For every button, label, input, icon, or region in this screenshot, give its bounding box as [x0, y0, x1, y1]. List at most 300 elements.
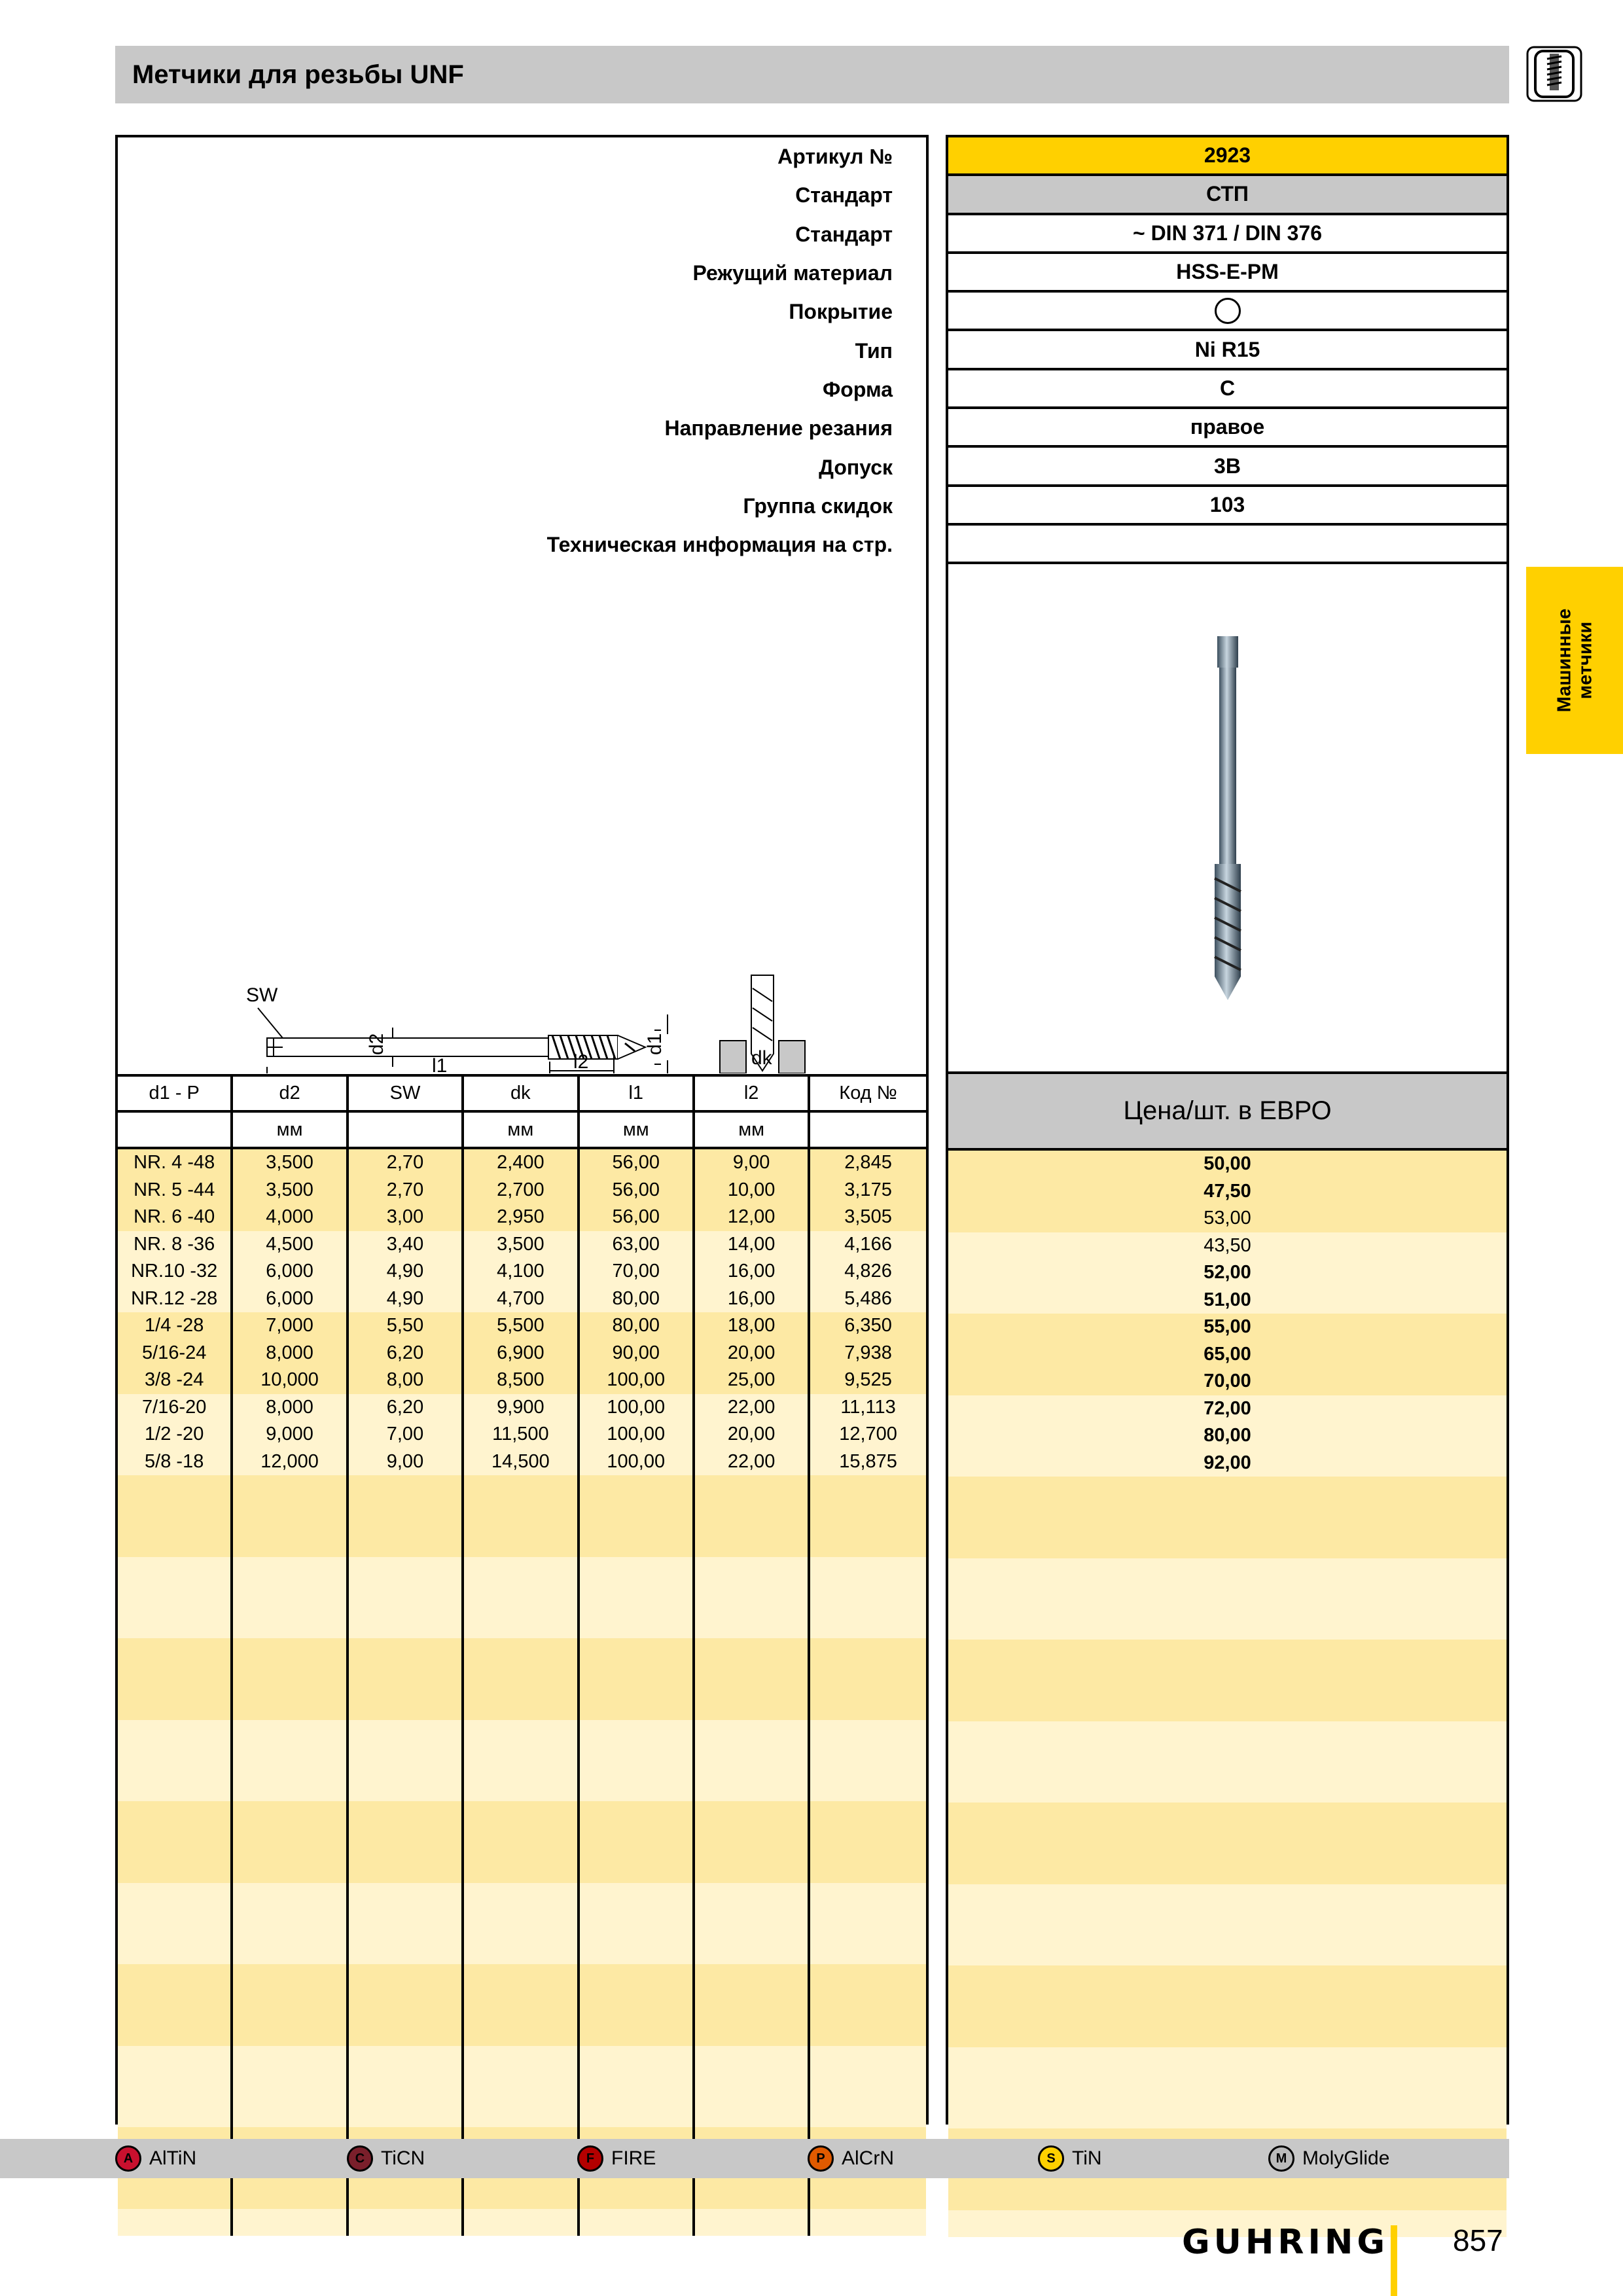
table-cell: 3,500 [233, 1177, 348, 1204]
table-cell [233, 1611, 348, 1639]
coating-fire-icon: F [577, 2145, 603, 2172]
table-cell [464, 2046, 579, 2073]
diagram-label-l1: l1 [432, 1055, 448, 1073]
column-header: dk [464, 1077, 579, 1110]
price-value [948, 1585, 1507, 1613]
table-cell [810, 1747, 925, 1774]
legend-item-molyglide [1268, 2142, 1389, 2176]
table-cell: 15,875 [839, 1450, 897, 1472]
price-value: 47,50 [948, 1178, 1507, 1206]
legend-item-altin [115, 2142, 196, 2176]
table-cell [580, 1557, 695, 1585]
column-unit [118, 1113, 233, 1147]
price-value [948, 2047, 1507, 2075]
table-cell [349, 1475, 464, 1503]
column-header: l2 [695, 1077, 810, 1110]
tap-dimension-diagram [118, 884, 926, 1073]
footer-accent-line [1391, 2225, 1397, 2296]
table-cell [464, 1883, 579, 1910]
table-cell: NR. 8 -36 [118, 1231, 233, 1259]
table-cell [118, 1611, 233, 1639]
table-cell [580, 1720, 695, 1748]
table-cell: 2,700 [464, 1177, 579, 1204]
table-row [118, 2209, 926, 2236]
table-cell: 14,00 [695, 1231, 810, 1259]
table-cell [118, 2209, 233, 2236]
coating-ticn-icon: C [347, 2145, 373, 2172]
table-cell: 56,00 [580, 1149, 695, 1177]
table-cell [580, 2209, 695, 2236]
table-cell [464, 1774, 579, 1802]
table-cell: 18,00 [695, 1312, 810, 1340]
table-cell [580, 1829, 695, 1856]
property-label: Форма [822, 377, 893, 401]
table-cell: 10,000 [233, 1367, 348, 1394]
property-label: Стандарт [795, 183, 893, 207]
table-cell [580, 1611, 695, 1639]
price-value [948, 2020, 1507, 2047]
table-cell: 7,00 [349, 1421, 464, 1448]
diagram-label-sw: SW [246, 984, 278, 1006]
table-cell [118, 1638, 233, 1666]
table-cell [580, 1774, 695, 1802]
table-row [118, 1285, 926, 1313]
price-value: 43,50 [948, 1232, 1507, 1260]
table-cell [810, 1611, 925, 1639]
table-cell [695, 1964, 810, 1992]
column-unit: мм [464, 1113, 579, 1147]
table-cell [118, 1774, 233, 1802]
table-cell [464, 1856, 579, 1883]
table-cell [580, 1747, 695, 1774]
table-cell [349, 1530, 464, 1557]
tap-image [1202, 636, 1254, 1003]
diagram-label-d1: d1 [644, 1033, 666, 1055]
table-row [118, 2046, 926, 2073]
uncoated-circle-icon [1215, 298, 1241, 324]
table-cell [695, 1557, 810, 1585]
table-cell [349, 2046, 464, 2073]
column-header: d2 [233, 1077, 348, 1110]
legend-label: AlCrN [842, 2147, 894, 2169]
table-row [118, 1258, 926, 1285]
dimension-table [118, 1074, 926, 2236]
table-row [118, 1992, 926, 2019]
table-cell [464, 1747, 579, 1774]
legend-label: TiN [1072, 2147, 1102, 2169]
price-value [948, 2074, 1507, 2102]
table-cell: 80,00 [580, 1312, 695, 1340]
table-cell: 4,166 [844, 1233, 892, 1255]
table-cell [233, 1584, 348, 1611]
table-cell [580, 1937, 695, 1965]
table-cell [580, 1666, 695, 1693]
property-value [948, 293, 1507, 331]
table-cell: 3,505 [844, 1206, 892, 1228]
table-cell [349, 2181, 464, 2209]
table-cell [464, 2181, 579, 2209]
property-label: Режущий материал [692, 261, 893, 285]
table-cell [695, 1774, 810, 1802]
table-cell [464, 2209, 579, 2236]
table-cell: 100,00 [580, 1394, 695, 1422]
price-value [948, 1477, 1507, 1504]
table-cell: NR. 5 -44 [118, 1177, 233, 1204]
table-row [118, 1666, 926, 1693]
price-value [948, 1830, 1507, 1857]
table-cell [580, 1475, 695, 1503]
table-row [118, 1584, 926, 1611]
table-cell [233, 1937, 348, 1965]
table-cell [233, 1666, 348, 1693]
table-cell: 5,486 [844, 1287, 892, 1309]
legend-label: TiCN [381, 2147, 425, 2169]
table-cell [810, 1530, 925, 1557]
table-cell [695, 2181, 810, 2209]
table-cell [349, 2100, 464, 2128]
table-row [118, 2073, 926, 2100]
table-cell [233, 1964, 348, 1992]
diagram-label-dk: dk [751, 1047, 772, 1069]
table-cell [118, 1693, 233, 1720]
table-cell: NR. 6 -40 [118, 1204, 233, 1231]
table-cell: 7/16-20 [118, 1394, 233, 1422]
column-header: l1 [580, 1077, 695, 1110]
price-value: 51,00 [948, 1287, 1507, 1314]
price-value [948, 1613, 1507, 1640]
price-value [948, 1911, 1507, 1939]
table-cell: 6,900 [464, 1340, 579, 1367]
table-cell [695, 1638, 810, 1666]
price-value [948, 1776, 1507, 1803]
price-value [948, 1558, 1507, 1586]
table-cell [580, 1883, 695, 1910]
tap-photo [948, 567, 1507, 1074]
table-cell: 2,845 [844, 1152, 892, 1174]
property-label: Покрытие [789, 300, 893, 324]
table-cell: 9,000 [233, 1421, 348, 1448]
table-row [118, 2018, 926, 2046]
table-cell [695, 1666, 810, 1693]
table-cell [580, 2046, 695, 2073]
table-row [118, 1638, 926, 1666]
article-panel [946, 135, 1509, 2125]
price-value [948, 1965, 1507, 1993]
price-value [948, 1748, 1507, 1776]
table-cell [349, 1910, 464, 1937]
table-cell [118, 2018, 233, 2046]
table-cell [349, 1747, 464, 1774]
table-cell [464, 1666, 579, 1693]
table-cell: 4,000 [233, 1204, 348, 1231]
legend-label: MolyGlide [1302, 2147, 1390, 2169]
table-cell [464, 1937, 579, 1965]
price-value [948, 2102, 1507, 2129]
table-cell [810, 1937, 925, 1965]
table-cell [695, 2073, 810, 2100]
table-cell [118, 1503, 233, 1530]
table-cell [695, 1747, 810, 1774]
column-header: SW [349, 1077, 464, 1110]
price-value: 50,00 [948, 1151, 1507, 1178]
table-cell [695, 1856, 810, 1883]
table-cell [118, 1992, 233, 2019]
legend-item-ticn [347, 2142, 425, 2176]
table-cell [695, 1584, 810, 1611]
table-cell: 8,00 [349, 1367, 464, 1394]
table-cell: 4,100 [464, 1258, 579, 1285]
property-label: Направление резания [664, 416, 893, 440]
table-cell [233, 1992, 348, 2019]
table-cell [233, 1557, 348, 1585]
table-cell [233, 1530, 348, 1557]
table-cell [464, 1801, 579, 1829]
table-cell: 20,00 [695, 1340, 810, 1367]
price-value [948, 1504, 1507, 1532]
table-cell [464, 1611, 579, 1639]
table-cell: 5,50 [349, 1312, 464, 1340]
table-cell: 11,500 [464, 1421, 579, 1448]
table-cell [118, 1910, 233, 1937]
table-cell [118, 2073, 233, 2100]
table-cell: 2,70 [349, 1177, 464, 1204]
table-cell [810, 1638, 925, 1666]
diagram-label-l2: l2 [573, 1051, 589, 1073]
table-cell [580, 1503, 695, 1530]
table-row [118, 1801, 926, 1829]
table-cell: 8,000 [233, 1394, 348, 1422]
table-cell [118, 1666, 233, 1693]
table-cell [695, 1829, 810, 1856]
price-value [948, 1640, 1507, 1667]
table-cell [695, 1475, 810, 1503]
table-row [118, 1611, 926, 1639]
table-cell [695, 1937, 810, 1965]
table-cell [580, 1693, 695, 1720]
table-cell [464, 1992, 579, 2019]
table-cell: 90,00 [580, 1340, 695, 1367]
table-cell [233, 1693, 348, 1720]
price-value [948, 1939, 1507, 1966]
table-cell [810, 1693, 925, 1720]
table-cell [695, 1503, 810, 1530]
page-number: 857 [1453, 2223, 1503, 2257]
table-cell [118, 2100, 233, 2128]
table-cell: 7,000 [233, 1312, 348, 1340]
table-cell [810, 1964, 925, 1992]
table-row [118, 1693, 926, 1720]
side-tab-machine-taps[interactable]: Машинные метчики [1526, 567, 1623, 754]
property-label: Допуск [819, 455, 893, 479]
table-cell [464, 1910, 579, 1937]
table-cell [233, 1720, 348, 1748]
table-row [118, 1204, 926, 1231]
table-cell: NR.12 -28 [118, 1285, 233, 1313]
table-cell [464, 1503, 579, 1530]
price-column [948, 1151, 1507, 2237]
property-label: Стандарт [795, 222, 893, 246]
table-cell [349, 1992, 464, 2019]
table-cell: 5,500 [464, 1312, 579, 1340]
property-value: правое [948, 409, 1507, 448]
price-value: 92,00 [948, 1450, 1507, 1477]
table-cell [464, 2073, 579, 2100]
table-cell [580, 2100, 695, 2128]
table-cell: 25,00 [695, 1367, 810, 1394]
table-cell [349, 1584, 464, 1611]
table-cell: 70,00 [580, 1258, 695, 1285]
table-cell [580, 1530, 695, 1557]
table-row [118, 1475, 926, 1503]
table-cell [695, 1720, 810, 1748]
property-value [948, 526, 1507, 564]
table-cell [810, 2100, 925, 2128]
column-unit [810, 1113, 925, 1147]
table-cell [233, 1503, 348, 1530]
table-cell [464, 1475, 579, 1503]
table-cell [233, 1910, 348, 1937]
price-value [948, 1694, 1507, 1721]
table-cell [349, 1611, 464, 1639]
table-cell: 11,113 [840, 1396, 896, 1418]
table-cell: NR.10 -32 [118, 1258, 233, 1285]
table-cell [810, 2209, 925, 2236]
table-cell: 6,000 [233, 1285, 348, 1313]
table-cell [118, 1964, 233, 1992]
legend-item-fire [577, 2142, 656, 2176]
table-cell [118, 1557, 233, 1585]
table-row [118, 2181, 926, 2209]
table-cell [464, 1557, 579, 1585]
table-cell: 100,00 [580, 1421, 695, 1448]
table-cell: 4,90 [349, 1285, 464, 1313]
table-cell [118, 1937, 233, 1965]
table-row [118, 1747, 926, 1774]
table-row [118, 1340, 926, 1367]
price-value [948, 1531, 1507, 1558]
table-cell: 56,00 [580, 1177, 695, 1204]
table-cell [580, 1801, 695, 1829]
table-cell: 14,500 [464, 1448, 579, 1476]
table-cell [233, 1829, 348, 1856]
table-cell: 6,20 [349, 1394, 464, 1422]
legend-item-tin [1038, 2142, 1102, 2176]
table-cell: 5/16-24 [118, 1340, 233, 1367]
table-cell [695, 2018, 810, 2046]
table-cell [233, 2100, 348, 2128]
table-cell [233, 2209, 348, 2236]
table-cell [233, 1747, 348, 1774]
table-cell [810, 1503, 925, 1530]
price-value [948, 1721, 1507, 1749]
table-cell [464, 1530, 579, 1557]
table-row [118, 1177, 926, 1204]
table-cell: 22,00 [695, 1394, 810, 1422]
table-cell [464, 1964, 579, 1992]
coating-molyglide-icon: M [1268, 2145, 1294, 2172]
table-cell [349, 1856, 464, 1883]
property-label: Группа скидок [743, 493, 893, 518]
property-value: ~ DIN 371 / DIN 376 [948, 215, 1507, 254]
price-value: 52,00 [948, 1259, 1507, 1287]
table-cell: 8,000 [233, 1340, 348, 1367]
table-cell: 20,00 [695, 1421, 810, 1448]
table-cell [695, 1611, 810, 1639]
table-cell [695, 1883, 810, 1910]
table-cell [695, 1801, 810, 1829]
table-cell [464, 2018, 579, 2046]
price-value [948, 1803, 1507, 1830]
property-value: СТП [948, 176, 1507, 215]
table-cell [464, 1829, 579, 1856]
table-cell [349, 2073, 464, 2100]
price-value [948, 1993, 1507, 2020]
table-cell: 1/4 -28 [118, 1312, 233, 1340]
coating-altin-icon: A [115, 2145, 141, 2172]
table-cell [233, 2046, 348, 2073]
table-cell: 80,00 [580, 1285, 695, 1313]
price-value [948, 2183, 1507, 2210]
table-row [118, 1530, 926, 1557]
table-cell [233, 1883, 348, 1910]
coating-tin-icon: S [1038, 2145, 1064, 2172]
column-header: Код № [839, 1083, 897, 1103]
table-cell: NR. 4 -48 [118, 1149, 233, 1177]
table-cell [810, 1666, 925, 1693]
table-cell: 3,00 [349, 1204, 464, 1231]
table-row [118, 2100, 926, 2128]
table-row [118, 1149, 926, 1177]
table-cell: 12,000 [233, 1448, 348, 1476]
table-cell [233, 1475, 348, 1503]
property-label: Техническая информация на стр. [546, 533, 893, 557]
table-cell [695, 2100, 810, 2128]
property-label: Тип [855, 338, 893, 363]
table-cell [349, 1693, 464, 1720]
table-cell [464, 1693, 579, 1720]
table-cell [464, 1720, 579, 1748]
table-cell: 3,500 [233, 1149, 348, 1177]
table-cell: 1/2 -20 [118, 1421, 233, 1448]
property-value: 3B [948, 448, 1507, 486]
property-labels [118, 137, 911, 564]
table-cell [233, 1801, 348, 1829]
price-value: 65,00 [948, 1341, 1507, 1369]
table-cell [349, 1666, 464, 1693]
table-cell [349, 1720, 464, 1748]
legend-item-alcrn [808, 2142, 894, 2176]
table-cell [349, 1829, 464, 1856]
diagram-label-d2: d2 [366, 1033, 387, 1055]
table-cell [349, 2209, 464, 2236]
table-cell: 16,00 [695, 1285, 810, 1313]
table-cell: 4,90 [349, 1258, 464, 1285]
table-row [118, 1503, 926, 1530]
spec-panel [115, 135, 929, 2125]
table-cell: 9,00 [695, 1149, 810, 1177]
price-value [948, 1857, 1507, 1884]
column-header: d1 - P [118, 1077, 233, 1110]
table-cell [464, 1638, 579, 1666]
table-cell [233, 2018, 348, 2046]
price-value: 53,00 [948, 1205, 1507, 1232]
table-cell [810, 2073, 925, 2100]
table-cell [580, 2018, 695, 2046]
table-row [118, 1910, 926, 1937]
table-cell: 63,00 [580, 1231, 695, 1259]
table-row [118, 1883, 926, 1910]
table-cell [810, 2181, 925, 2209]
